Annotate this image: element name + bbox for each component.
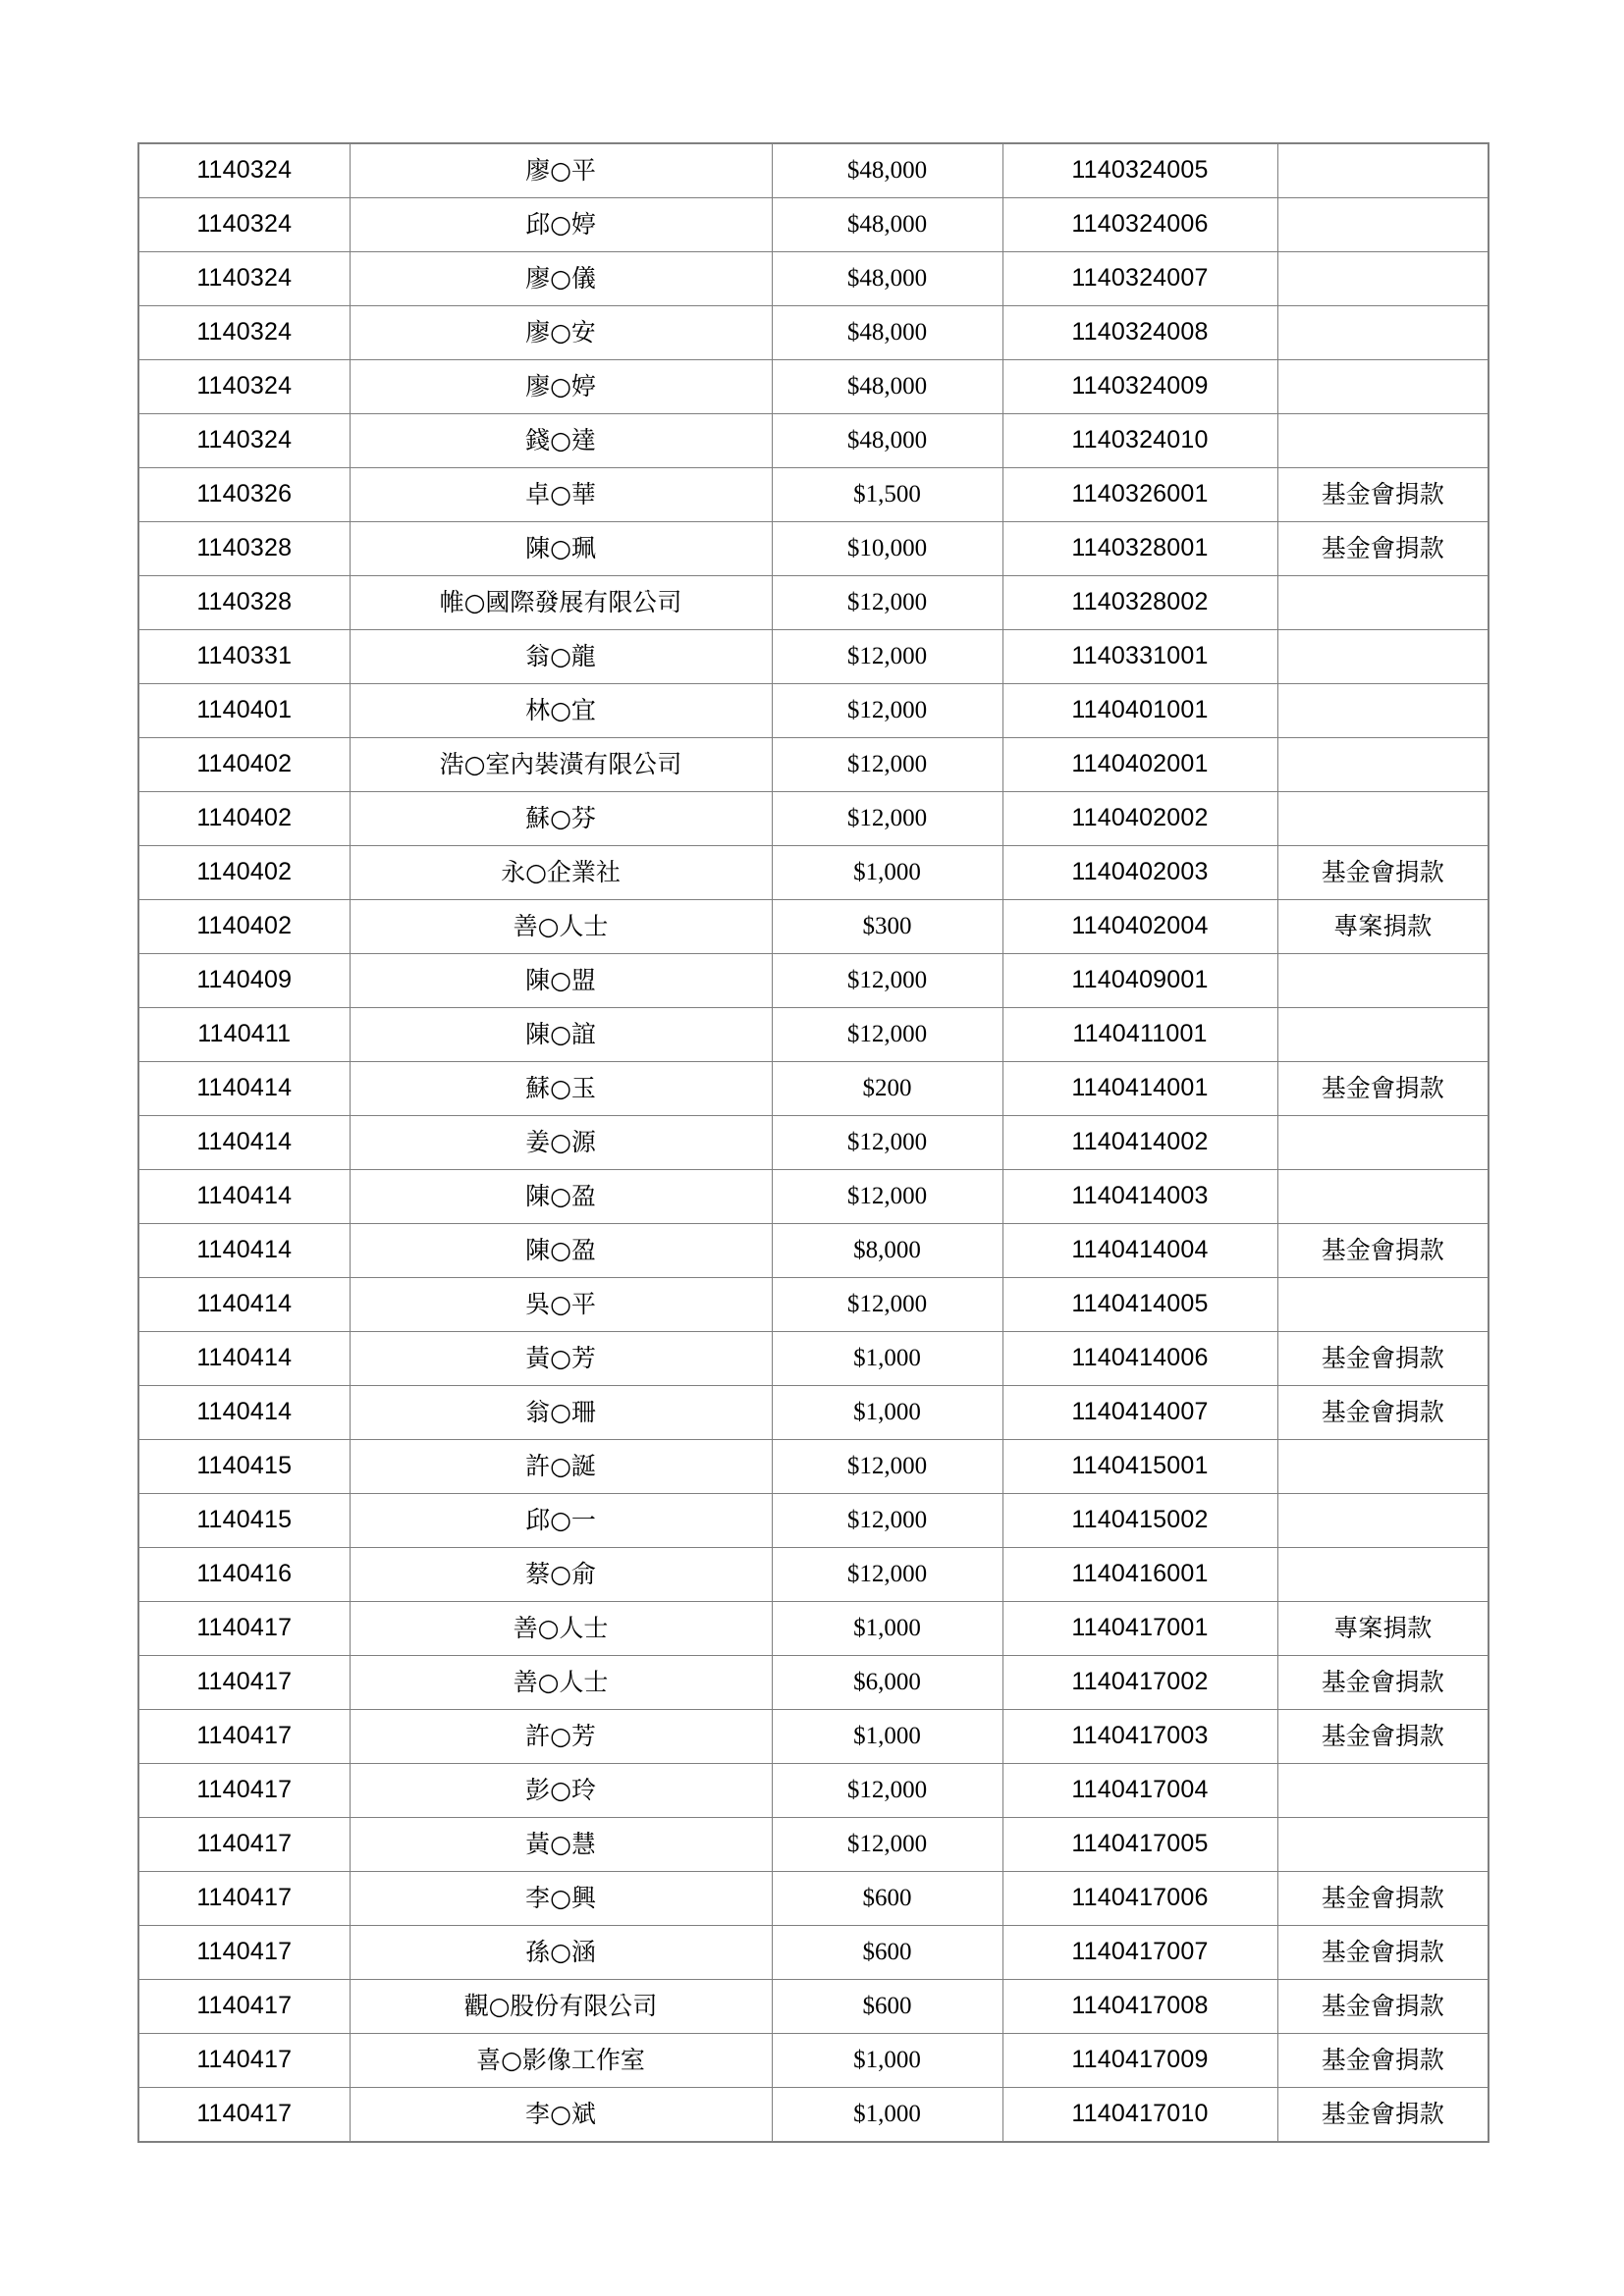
cell-date: 1140417 bbox=[138, 1818, 350, 1872]
cell-amount: $6,000 bbox=[772, 1656, 1002, 1710]
cell-receipt: 1140414006 bbox=[1002, 1332, 1277, 1386]
cell-note bbox=[1277, 954, 1489, 1008]
cell-name: 喜○影像工作室 bbox=[350, 2034, 772, 2088]
table-row bbox=[138, 1926, 1489, 1980]
cell-date: 1140324 bbox=[138, 143, 350, 198]
cell-date: 1140324 bbox=[138, 306, 350, 360]
table-row bbox=[138, 1764, 1489, 1818]
cell-amount: $1,500 bbox=[772, 468, 1002, 522]
cell-date: 1140415 bbox=[138, 1440, 350, 1494]
cell-name: 善○人士 bbox=[350, 900, 772, 954]
cell-date: 1140402 bbox=[138, 900, 350, 954]
cell-name: 蘇○芬 bbox=[350, 792, 772, 846]
cell-note: 基金會捐款 bbox=[1277, 2088, 1489, 2143]
table-row bbox=[138, 900, 1489, 954]
cell-date: 1140414 bbox=[138, 1116, 350, 1170]
cell-note: 基金會捐款 bbox=[1277, 1656, 1489, 1710]
cell-date: 1140414 bbox=[138, 1062, 350, 1116]
cell-note bbox=[1277, 1440, 1489, 1494]
cell-date: 1140402 bbox=[138, 846, 350, 900]
cell-note: 基金會捐款 bbox=[1277, 1872, 1489, 1926]
table-row bbox=[138, 738, 1489, 792]
cell-receipt: 1140414004 bbox=[1002, 1224, 1277, 1278]
table-row bbox=[138, 1494, 1489, 1548]
cell-date: 1140416 bbox=[138, 1548, 350, 1602]
cell-name: 卓○華 bbox=[350, 468, 772, 522]
cell-note: 基金會捐款 bbox=[1277, 2034, 1489, 2088]
cell-amount: $48,000 bbox=[772, 360, 1002, 414]
cell-amount: $10,000 bbox=[772, 522, 1002, 576]
table-row bbox=[138, 1224, 1489, 1278]
cell-date: 1140409 bbox=[138, 954, 350, 1008]
table-row bbox=[138, 143, 1489, 198]
cell-name: 林○宜 bbox=[350, 684, 772, 738]
cell-amount: $48,000 bbox=[772, 198, 1002, 252]
cell-amount: $12,000 bbox=[772, 1278, 1002, 1332]
cell-amount: $12,000 bbox=[772, 1008, 1002, 1062]
table-row bbox=[138, 360, 1489, 414]
cell-name: 孫○涵 bbox=[350, 1926, 772, 1980]
table-row bbox=[138, 630, 1489, 684]
cell-date: 1140417 bbox=[138, 1872, 350, 1926]
cell-note bbox=[1277, 414, 1489, 468]
cell-date: 1140324 bbox=[138, 414, 350, 468]
cell-date: 1140328 bbox=[138, 522, 350, 576]
cell-receipt: 1140401001 bbox=[1002, 684, 1277, 738]
cell-name: 李○斌 bbox=[350, 2088, 772, 2143]
donation-table bbox=[137, 142, 1489, 2143]
cell-note bbox=[1277, 792, 1489, 846]
cell-receipt: 1140417005 bbox=[1002, 1818, 1277, 1872]
cell-date: 1140417 bbox=[138, 2034, 350, 2088]
cell-date: 1140324 bbox=[138, 198, 350, 252]
table-row bbox=[138, 468, 1489, 522]
cell-note: 基金會捐款 bbox=[1277, 846, 1489, 900]
cell-amount: $1,000 bbox=[772, 846, 1002, 900]
cell-note bbox=[1277, 1170, 1489, 1224]
cell-name: 帷○國際發展有限公司 bbox=[350, 576, 772, 630]
cell-name: 善○人士 bbox=[350, 1656, 772, 1710]
cell-name: 吳○平 bbox=[350, 1278, 772, 1332]
cell-receipt: 1140324007 bbox=[1002, 252, 1277, 306]
table-row bbox=[138, 1872, 1489, 1926]
cell-note: 基金會捐款 bbox=[1277, 1332, 1489, 1386]
table-row bbox=[138, 846, 1489, 900]
cell-receipt: 1140328001 bbox=[1002, 522, 1277, 576]
cell-amount: $12,000 bbox=[772, 1494, 1002, 1548]
cell-receipt: 1140415002 bbox=[1002, 1494, 1277, 1548]
cell-amount: $1,000 bbox=[772, 1710, 1002, 1764]
cell-receipt: 1140402004 bbox=[1002, 900, 1277, 954]
cell-date: 1140414 bbox=[138, 1224, 350, 1278]
table-row bbox=[138, 1116, 1489, 1170]
cell-amount: $12,000 bbox=[772, 630, 1002, 684]
cell-note: 基金會捐款 bbox=[1277, 1224, 1489, 1278]
table-row bbox=[138, 1818, 1489, 1872]
cell-date: 1140415 bbox=[138, 1494, 350, 1548]
cell-date: 1140414 bbox=[138, 1332, 350, 1386]
cell-amount: $12,000 bbox=[772, 1116, 1002, 1170]
cell-note: 基金會捐款 bbox=[1277, 1386, 1489, 1440]
cell-amount: $1,000 bbox=[772, 2088, 1002, 2143]
cell-name: 許○誕 bbox=[350, 1440, 772, 1494]
table-row bbox=[138, 414, 1489, 468]
cell-receipt: 1140417002 bbox=[1002, 1656, 1277, 1710]
cell-name: 陳○盈 bbox=[350, 1170, 772, 1224]
cell-name: 姜○源 bbox=[350, 1116, 772, 1170]
cell-name: 邱○婷 bbox=[350, 198, 772, 252]
cell-name: 陳○誼 bbox=[350, 1008, 772, 1062]
cell-note bbox=[1277, 1278, 1489, 1332]
cell-receipt: 1140402001 bbox=[1002, 738, 1277, 792]
cell-name: 邱○一 bbox=[350, 1494, 772, 1548]
cell-amount: $1,000 bbox=[772, 1602, 1002, 1656]
cell-receipt: 1140417006 bbox=[1002, 1872, 1277, 1926]
cell-date: 1140417 bbox=[138, 1656, 350, 1710]
cell-date: 1140417 bbox=[138, 1764, 350, 1818]
table-row bbox=[138, 2088, 1489, 2143]
cell-note: 基金會捐款 bbox=[1277, 1062, 1489, 1116]
cell-receipt: 1140415001 bbox=[1002, 1440, 1277, 1494]
cell-receipt: 1140414003 bbox=[1002, 1170, 1277, 1224]
cell-receipt: 1140331001 bbox=[1002, 630, 1277, 684]
table-row bbox=[138, 306, 1489, 360]
cell-date: 1140414 bbox=[138, 1278, 350, 1332]
cell-receipt: 1140417009 bbox=[1002, 2034, 1277, 2088]
table-row bbox=[138, 1602, 1489, 1656]
cell-note bbox=[1277, 630, 1489, 684]
cell-receipt: 1140402002 bbox=[1002, 792, 1277, 846]
cell-date: 1140414 bbox=[138, 1386, 350, 1440]
table-row bbox=[138, 684, 1489, 738]
cell-date: 1140401 bbox=[138, 684, 350, 738]
cell-date: 1140331 bbox=[138, 630, 350, 684]
cell-note bbox=[1277, 1764, 1489, 1818]
cell-note bbox=[1277, 738, 1489, 792]
cell-receipt: 1140324006 bbox=[1002, 198, 1277, 252]
cell-amount: $12,000 bbox=[772, 792, 1002, 846]
cell-note bbox=[1277, 1548, 1489, 1602]
table-row bbox=[138, 1656, 1489, 1710]
cell-receipt: 1140417001 bbox=[1002, 1602, 1277, 1656]
cell-note bbox=[1277, 360, 1489, 414]
cell-amount: $12,000 bbox=[772, 1764, 1002, 1818]
cell-amount: $48,000 bbox=[772, 306, 1002, 360]
table-row bbox=[138, 252, 1489, 306]
cell-amount: $12,000 bbox=[772, 1170, 1002, 1224]
cell-receipt: 1140417007 bbox=[1002, 1926, 1277, 1980]
cell-note bbox=[1277, 198, 1489, 252]
cell-date: 1140326 bbox=[138, 468, 350, 522]
cell-receipt: 1140324009 bbox=[1002, 360, 1277, 414]
cell-amount: $600 bbox=[772, 1872, 1002, 1926]
cell-receipt: 1140409001 bbox=[1002, 954, 1277, 1008]
cell-amount: $12,000 bbox=[772, 1548, 1002, 1602]
cell-note: 基金會捐款 bbox=[1277, 1980, 1489, 2034]
table-row bbox=[138, 1440, 1489, 1494]
cell-name: 李○興 bbox=[350, 1872, 772, 1926]
cell-note: 基金會捐款 bbox=[1277, 1926, 1489, 1980]
cell-name: 彭○玲 bbox=[350, 1764, 772, 1818]
cell-receipt: 1140414007 bbox=[1002, 1386, 1277, 1440]
cell-name: 蘇○玉 bbox=[350, 1062, 772, 1116]
cell-amount: $12,000 bbox=[772, 738, 1002, 792]
cell-receipt: 1140411001 bbox=[1002, 1008, 1277, 1062]
cell-name: 永○企業社 bbox=[350, 846, 772, 900]
cell-amount: $600 bbox=[772, 1926, 1002, 1980]
cell-note: 專案捐款 bbox=[1277, 1602, 1489, 1656]
cell-name: 廖○安 bbox=[350, 306, 772, 360]
cell-note: 專案捐款 bbox=[1277, 900, 1489, 954]
cell-date: 1140411 bbox=[138, 1008, 350, 1062]
cell-receipt: 1140326001 bbox=[1002, 468, 1277, 522]
cell-date: 1140417 bbox=[138, 2088, 350, 2143]
cell-name: 黃○慧 bbox=[350, 1818, 772, 1872]
cell-receipt: 1140324008 bbox=[1002, 306, 1277, 360]
cell-receipt: 1140417008 bbox=[1002, 1980, 1277, 2034]
table-row bbox=[138, 954, 1489, 1008]
cell-name: 陳○珮 bbox=[350, 522, 772, 576]
table-row bbox=[138, 1980, 1489, 2034]
cell-receipt: 1140414005 bbox=[1002, 1278, 1277, 1332]
table-row bbox=[138, 1008, 1489, 1062]
cell-amount: $12,000 bbox=[772, 1440, 1002, 1494]
cell-amount: $12,000 bbox=[772, 954, 1002, 1008]
table-row bbox=[138, 1332, 1489, 1386]
cell-note: 基金會捐款 bbox=[1277, 522, 1489, 576]
cell-receipt: 1140328002 bbox=[1002, 576, 1277, 630]
cell-amount: $48,000 bbox=[772, 414, 1002, 468]
cell-note bbox=[1277, 1008, 1489, 1062]
cell-date: 1140324 bbox=[138, 360, 350, 414]
cell-note bbox=[1277, 252, 1489, 306]
table-row bbox=[138, 198, 1489, 252]
cell-receipt: 1140417003 bbox=[1002, 1710, 1277, 1764]
cell-amount: $12,000 bbox=[772, 1818, 1002, 1872]
cell-note bbox=[1277, 1116, 1489, 1170]
cell-name: 廖○婷 bbox=[350, 360, 772, 414]
cell-receipt: 1140324005 bbox=[1002, 143, 1277, 198]
cell-receipt: 1140414001 bbox=[1002, 1062, 1277, 1116]
table-row bbox=[138, 522, 1489, 576]
donation-table-container bbox=[137, 142, 1488, 2143]
table-row bbox=[138, 1548, 1489, 1602]
table-row bbox=[138, 1062, 1489, 1116]
cell-amount: $8,000 bbox=[772, 1224, 1002, 1278]
table-row bbox=[138, 576, 1489, 630]
cell-amount: $600 bbox=[772, 1980, 1002, 2034]
cell-date: 1140414 bbox=[138, 1170, 350, 1224]
cell-note bbox=[1277, 306, 1489, 360]
table-row bbox=[138, 1278, 1489, 1332]
cell-note bbox=[1277, 1494, 1489, 1548]
cell-name: 陳○盟 bbox=[350, 954, 772, 1008]
cell-amount: $48,000 bbox=[772, 252, 1002, 306]
cell-name: 廖○平 bbox=[350, 143, 772, 198]
cell-name: 翁○龍 bbox=[350, 630, 772, 684]
cell-date: 1140328 bbox=[138, 576, 350, 630]
cell-date: 1140417 bbox=[138, 1980, 350, 2034]
cell-date: 1140324 bbox=[138, 252, 350, 306]
cell-name: 善○人士 bbox=[350, 1602, 772, 1656]
table-row bbox=[138, 2034, 1489, 2088]
cell-amount: $1,000 bbox=[772, 2034, 1002, 2088]
cell-name: 翁○珊 bbox=[350, 1386, 772, 1440]
cell-note: 基金會捐款 bbox=[1277, 468, 1489, 522]
cell-receipt: 1140324010 bbox=[1002, 414, 1277, 468]
cell-amount: $200 bbox=[772, 1062, 1002, 1116]
cell-date: 1140417 bbox=[138, 1710, 350, 1764]
cell-receipt: 1140416001 bbox=[1002, 1548, 1277, 1602]
cell-note bbox=[1277, 684, 1489, 738]
cell-name: 陳○盈 bbox=[350, 1224, 772, 1278]
cell-note bbox=[1277, 576, 1489, 630]
table-row bbox=[138, 792, 1489, 846]
cell-receipt: 1140417004 bbox=[1002, 1764, 1277, 1818]
cell-receipt: 1140417010 bbox=[1002, 2088, 1277, 2143]
table-row bbox=[138, 1386, 1489, 1440]
cell-amount: $300 bbox=[772, 900, 1002, 954]
table-row bbox=[138, 1170, 1489, 1224]
cell-name: 廖○儀 bbox=[350, 252, 772, 306]
cell-date: 1140402 bbox=[138, 738, 350, 792]
cell-amount: $48,000 bbox=[772, 143, 1002, 198]
cell-amount: $12,000 bbox=[772, 684, 1002, 738]
cell-date: 1140417 bbox=[138, 1926, 350, 1980]
cell-name: 錢○達 bbox=[350, 414, 772, 468]
cell-name: 浩○室內裝潢有限公司 bbox=[350, 738, 772, 792]
cell-name: 許○芳 bbox=[350, 1710, 772, 1764]
cell-name: 黃○芳 bbox=[350, 1332, 772, 1386]
cell-note bbox=[1277, 1818, 1489, 1872]
table-row bbox=[138, 1710, 1489, 1764]
cell-amount: $12,000 bbox=[772, 576, 1002, 630]
cell-note: 基金會捐款 bbox=[1277, 1710, 1489, 1764]
cell-date: 1140402 bbox=[138, 792, 350, 846]
donation-table-body bbox=[138, 143, 1489, 2142]
cell-note bbox=[1277, 143, 1489, 198]
cell-amount: $1,000 bbox=[772, 1386, 1002, 1440]
cell-amount: $1,000 bbox=[772, 1332, 1002, 1386]
cell-receipt: 1140402003 bbox=[1002, 846, 1277, 900]
cell-date: 1140417 bbox=[138, 1602, 350, 1656]
cell-receipt: 1140414002 bbox=[1002, 1116, 1277, 1170]
cell-name: 蔡○俞 bbox=[350, 1548, 772, 1602]
cell-name: 觀○股份有限公司 bbox=[350, 1980, 772, 2034]
